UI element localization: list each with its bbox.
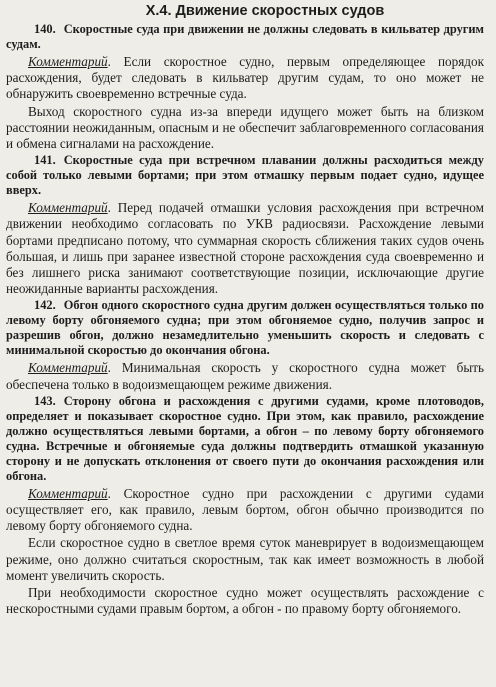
rule-number: 142.	[34, 298, 56, 313]
comment-140	[6, 54, 484, 103]
comment-143	[6, 486, 484, 535]
paragraph: Выход скоростного судна из-за впереди идущего может быть на близком расстоянии неожиданным, опасным и не обеспечит заблаговременного согласования и обмена сигналами на расхождение.	[6, 103, 484, 152]
rule-143	[6, 394, 484, 484]
rule-text: Скоростные суда при встречном плавании должны расходиться между собой только левыми бортами; при этом отмашку первым подает судно, идущее вверх.	[6, 153, 484, 198]
rule-141	[6, 153, 484, 198]
comment-label: Комментарий	[28, 485, 108, 501]
comment-label: Комментарий	[28, 54, 108, 69]
rule-142	[6, 298, 484, 358]
comment-text: . Скоростное судно при расхождении с другими судами осуществляет его, как правило, левым бортом, обгон обычно производится по левому борту обгоняемого судна.	[6, 485, 484, 534]
comment-141	[6, 200, 484, 297]
paragraph: Если скоростное судно в светлое время суток маневрирует в водоизмещающем режиме, оно должно считаться скоростным, так как имеет возможность в любой момент увеличить скорость.	[6, 535, 484, 583]
rule-140	[6, 22, 484, 52]
rule-number: 143.	[34, 393, 56, 408]
rule-text: Сторону обгона и расхождения с другими судами, кроме плотоводов, определяет и показывает скоростное судно. При этом, как правило, расхождение должно осуществляться левыми бортами, а обгон – по левому борту обгоняемого судна. Встречные и обгоняемые суда должны подтвердить отмашкой указанную сторону и не допускать отклонения от своего пути до окончания расхождения или обгона.	[6, 393, 484, 483]
comment-text: . Минимальная скорость у скоростного судна может быть обеспечена только в водоизмещающем режиме движения.	[6, 360, 484, 392]
comment-label: Комментарий	[28, 200, 108, 216]
rule-number: 140.	[34, 22, 56, 36]
paragraph: При необходимости скоростное судно может осуществлять расхождение с нескоростными судами правым бортом, а обгон - по правому борту обгоняемого.	[6, 585, 484, 617]
rule-text: Обгон одного скоростного судна другим должен осуществляться только по левому борту обгоняемого судна; при этом обгоняемое судно, получив запрос и разрешив обгон, должно незамедлительно уменьшить скорость и следовать с минимальной скоростью до окончания обгона.	[6, 298, 484, 358]
rule-text: Скоростные суда при движении не должны следовать в кильватер другим судам.	[6, 22, 484, 51]
comment-142	[6, 360, 484, 392]
section-title: Х.4. Движение скоростных судов	[145, 3, 385, 19]
comment-text: . Если скоростное судно, первым определяющее порядок расхождения, будет следовать в кильватер другим судам, то оно может не обнаружить своевременно встречные суда.	[6, 54, 484, 102]
comment-text: . Перед подачей отмашки условия расхождения при встречном движении необходимо согласовать по УКВ радиосвязи. Расхождение левыми бортами предписано потому, что суммарная скорость сближения таких судов очень большая, и лишь при заранее известной стороне расхождения суда своевременно и без лишнего риска занимают соответствующие позиции, исключающие другие неожиданные варианты расхождения.	[6, 200, 484, 297]
comment-label: Комментарий	[28, 360, 108, 376]
rule-number: 141.	[34, 153, 56, 168]
